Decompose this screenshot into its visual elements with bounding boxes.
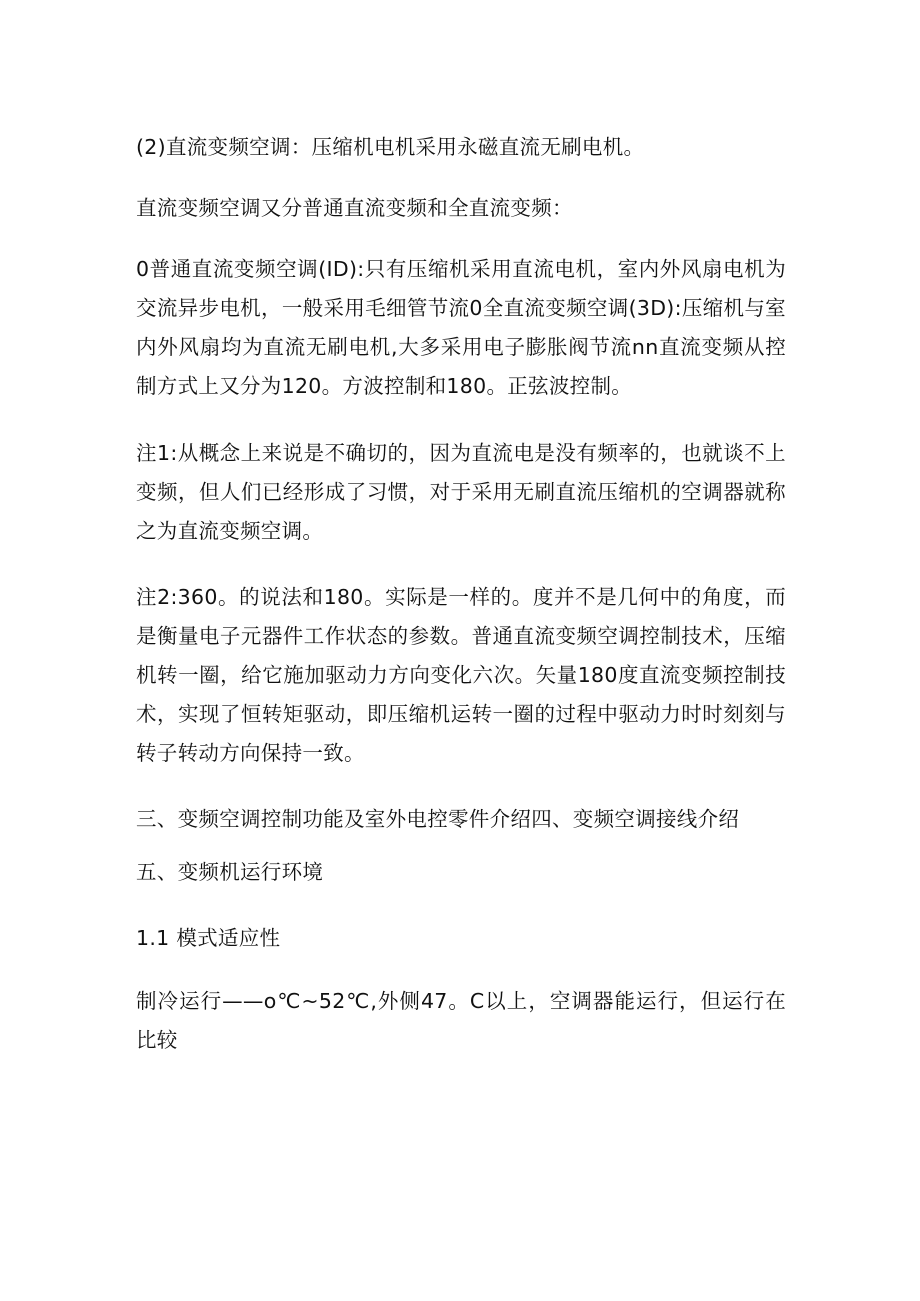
paragraph-normal-and-full-dc: 0普通直流变频空调(ID):只有压缩机采用直流电机，室内外风扇电机为交流异步电机，一般采用毛细管节流0全直流变频空调(3D):压缩机与室内外风扇均为直流无刷电机,大多采用电子膨胀阀节流nn直流变频从控制方式上又分为120。方波控制和180。正弦波控制。 — [136, 257, 786, 398]
paragraph-note-2: 注2:360。的说法和180。实际是一样的。度并不是几何中的角度，而是衡量电子元器件工作状态的参数。普通直流变频空调控制技术，压缩机转一圈，给它施加驱动力方向变化六次。矢量180度直流变频控制技术，实现了恒转矩驱动，即压缩机运转一圈的过程中驱动力时时刻刻与转子转动方向保持一致。 — [136, 585, 786, 765]
paragraph-note-1: 注1:从概念上来说是不确切的，因为直流电是没有频率的，也就谈不上变频，但人们已经形成了习惯，对于采用无刷直流压缩机的空调器就称之为直流变频空调。 — [136, 441, 786, 543]
section-heading-3-4: 三、变频空调控制功能及室外电控零件介绍四、变频空调接线介绍 — [136, 807, 740, 831]
paragraph-cooling-operation: 制冷运行——o℃~52℃,外侧47。C以上，空调器能运行，但运行在比较 — [136, 989, 786, 1052]
document-page — [136, 128, 786, 1060]
paragraph-dc-inverter-types: 直流变频空调又分普通直流变频和全直流变频： — [136, 196, 573, 220]
paragraph-dc-inverter-ac: (2)直流变频空调：压缩机电机采用永磁直流无刷电机。 — [136, 135, 645, 159]
section-heading-5: 五、变频机运行环境 — [136, 860, 324, 884]
subsection-heading-1-1: 1.1 模式适应性 — [136, 926, 281, 950]
